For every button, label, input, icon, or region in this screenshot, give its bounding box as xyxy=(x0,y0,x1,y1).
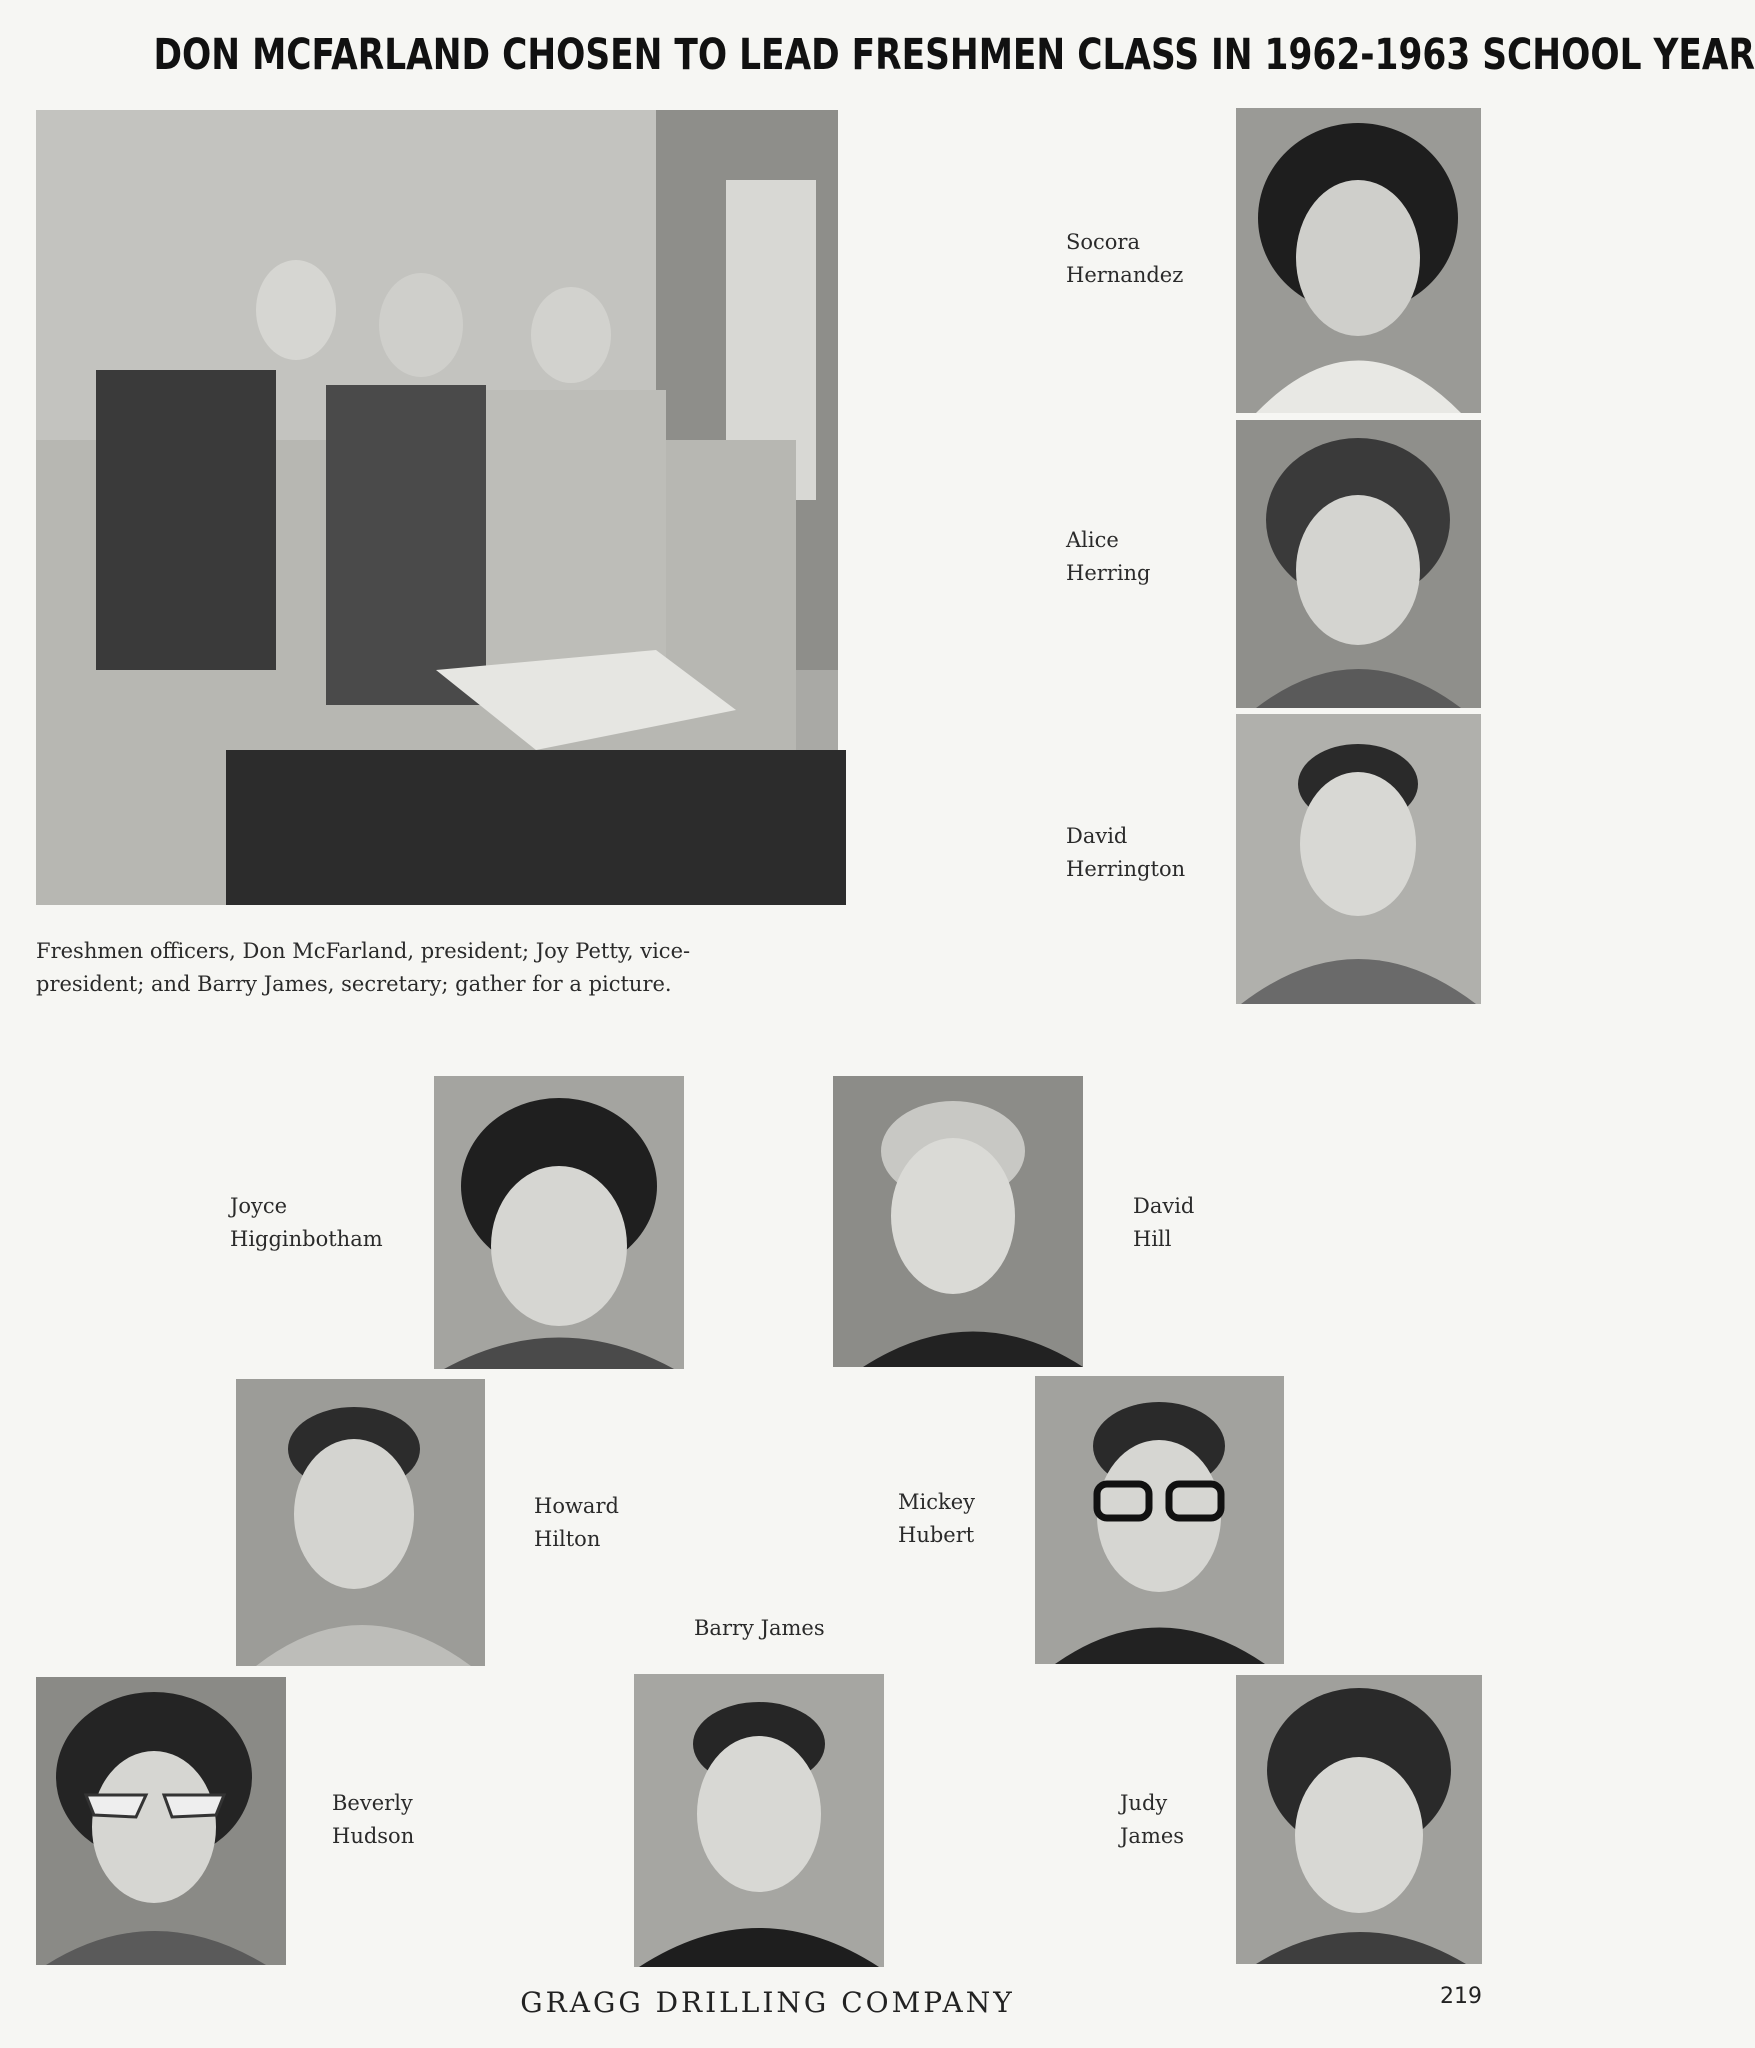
student-last-name: James xyxy=(1120,1824,1185,1848)
student-label xyxy=(1133,1190,1194,1256)
page-number: 219 xyxy=(1440,1984,1482,2009)
student-last-name: Hill xyxy=(1133,1227,1172,1251)
student-label xyxy=(1066,820,1185,886)
caption-line-1: Freshmen officers, Don McFarland, president; Joy Petty, vice- xyxy=(36,939,691,963)
student-label xyxy=(694,1612,825,1645)
portrait-howard-hilton xyxy=(236,1379,485,1666)
student-label xyxy=(230,1190,383,1256)
student-last-name: Hernandez xyxy=(1066,263,1184,287)
student-first-name: David xyxy=(1066,824,1128,848)
portrait-david-hill xyxy=(833,1076,1083,1367)
portrait-david-herrington xyxy=(1236,714,1481,1004)
portrait-mickey-hubert xyxy=(1035,1376,1284,1664)
officers-group-photo xyxy=(36,110,838,905)
student-first-name: David xyxy=(1133,1194,1195,1218)
student-last-name: Herrington xyxy=(1066,857,1186,881)
student-label xyxy=(534,1490,619,1556)
portrait-joyce-higginbotham xyxy=(434,1076,684,1369)
student-first-name: Beverly xyxy=(332,1791,413,1815)
student-first-name: Alice xyxy=(1066,528,1119,552)
sponsor-footer: GRAGG DRILLING COMPANY xyxy=(520,1986,1015,2019)
student-last-name: Hubert xyxy=(898,1523,975,1547)
page-title: DON MCFARLAND CHOSEN TO LEAD FRESHMEN CLASS IN 1962-1963 SCHOOL YEAR xyxy=(153,30,1755,80)
student-last-name: Hilton xyxy=(534,1527,601,1551)
portrait-beverly-hudson xyxy=(36,1677,286,1965)
student-first-name: Joyce xyxy=(230,1194,288,1218)
student-first-name: Howard xyxy=(534,1494,619,1518)
caption-line-2: president; and Barry James, secretary; gather for a picture. xyxy=(36,972,672,996)
portrait-barry-james xyxy=(634,1674,884,1967)
officers-caption xyxy=(36,935,836,1001)
student-label xyxy=(332,1787,414,1853)
student-last-name: Herring xyxy=(1066,561,1151,585)
student-last-name: Higginbotham xyxy=(230,1227,383,1251)
portrait-socora-hernandez xyxy=(1236,108,1481,413)
student-label xyxy=(898,1486,975,1552)
student-label xyxy=(1066,226,1183,292)
student-first-name: Judy xyxy=(1120,1791,1168,1815)
portrait-alice-herring xyxy=(1236,420,1481,708)
student-label xyxy=(1066,524,1151,590)
student-full-name: Barry James xyxy=(694,1616,825,1640)
portrait-judy-james xyxy=(1236,1675,1482,1964)
student-label xyxy=(1120,1787,1184,1853)
student-first-name: Mickey xyxy=(898,1490,975,1514)
student-last-name: Hudson xyxy=(332,1824,415,1848)
student-first-name: Socora xyxy=(1066,230,1140,254)
